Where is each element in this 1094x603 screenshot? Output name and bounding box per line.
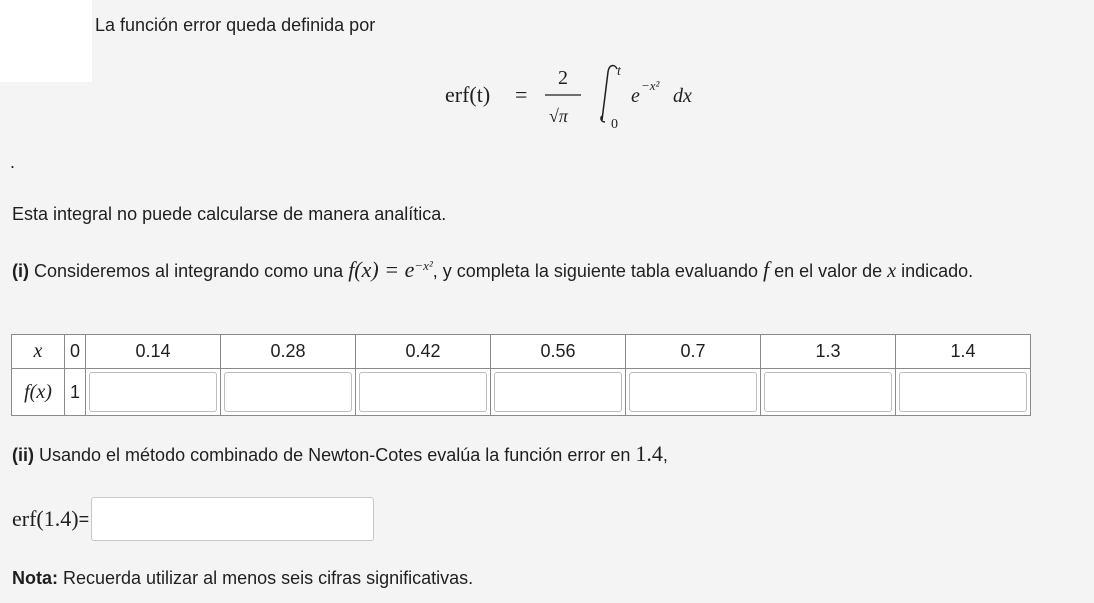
f-input-cell (356, 369, 491, 416)
part-ii-end: , (662, 445, 668, 465)
f-value-input[interactable] (224, 372, 352, 412)
part-i-instructions (12, 252, 1084, 285)
f-input-cell (761, 369, 896, 416)
differential: dx (673, 85, 692, 107)
part-ii-text: Usando el método combinado de Newton-Cotes evalúa la función error en (34, 445, 636, 465)
formula-equals: = (515, 82, 528, 107)
f-value-cell: 1 (65, 369, 86, 416)
note-text: Recuerda utilizar al menos seis cifras significativas. (58, 568, 474, 588)
integrand-base: e (631, 85, 640, 107)
f-value-input[interactable] (899, 372, 1027, 412)
x-value-cell: 0.7 (626, 335, 761, 369)
integral-sign (601, 66, 617, 122)
x-header-cell: x (12, 335, 65, 369)
integral-upper: t (617, 64, 621, 79)
f-symbol: f (763, 257, 770, 282)
x-value-cell: 0.56 (491, 335, 626, 369)
note-label: Nota: (12, 568, 58, 588)
intro-text: La función error queda definida por (95, 15, 376, 35)
f-value-input[interactable] (629, 372, 757, 412)
f-input-cell (491, 369, 626, 416)
part-i-label: (i) (12, 261, 29, 281)
part-i-text-d: indicado. (896, 261, 974, 281)
x-value-cell: 0.14 (86, 335, 221, 369)
analytic-text: Esta integral no puede calcularse de manera analítica. (12, 204, 447, 224)
erf-definition-formula (445, 58, 715, 130)
x-row (12, 335, 1031, 369)
part-i-text-b: , y completa la siguiente tabla evaluando (432, 261, 763, 281)
f-value-input[interactable] (494, 372, 622, 412)
f-value-input[interactable] (89, 372, 217, 412)
evaluation-table (11, 334, 1031, 416)
x-symbol: x (887, 260, 897, 282)
stray-dot: . (10, 152, 16, 172)
f-input-cell (86, 369, 221, 416)
f-input-cell (221, 369, 356, 416)
f-value-input[interactable] (764, 372, 892, 412)
erf-answer-input[interactable] (91, 497, 374, 541)
x-value-cell: 1.4 (896, 335, 1031, 369)
f-exponent: −x² (414, 258, 433, 273)
note (12, 568, 473, 589)
integral-lower: 0 (611, 117, 618, 130)
formula-numerator: 2 (558, 67, 568, 89)
formula-svg (445, 58, 715, 130)
integrand-exponent: −x² (641, 78, 660, 93)
part-ii-label: (ii) (12, 445, 34, 465)
x-value-cell: 0.42 (356, 335, 491, 369)
f-input-cell (896, 369, 1031, 416)
part-i-text-c: en el valor de (769, 261, 888, 281)
formula-denominator: √π (549, 106, 568, 126)
f-row (12, 369, 1031, 416)
erf-answer-row (12, 497, 374, 541)
f-value-input[interactable] (359, 372, 487, 412)
x-value-cell: 1.3 (761, 335, 896, 369)
part-ii-instructions (12, 441, 668, 467)
f-input-cell (626, 369, 761, 416)
x-value-cell: 0.28 (221, 335, 356, 369)
erf-answer-label: erf(1.4) (12, 506, 79, 531)
f-header-cell: f(x) (12, 369, 65, 416)
part-i-text-a: Consideremos al integrando como una (29, 261, 349, 281)
erf-answer-equals: = (78, 508, 90, 529)
formula-lhs: erf(t) (445, 82, 491, 107)
x-value-cell: 0 (65, 335, 86, 369)
white-block (0, 0, 92, 82)
f-expression: f(x) = e (348, 257, 415, 282)
part-ii-value: 1.4 (635, 441, 663, 466)
